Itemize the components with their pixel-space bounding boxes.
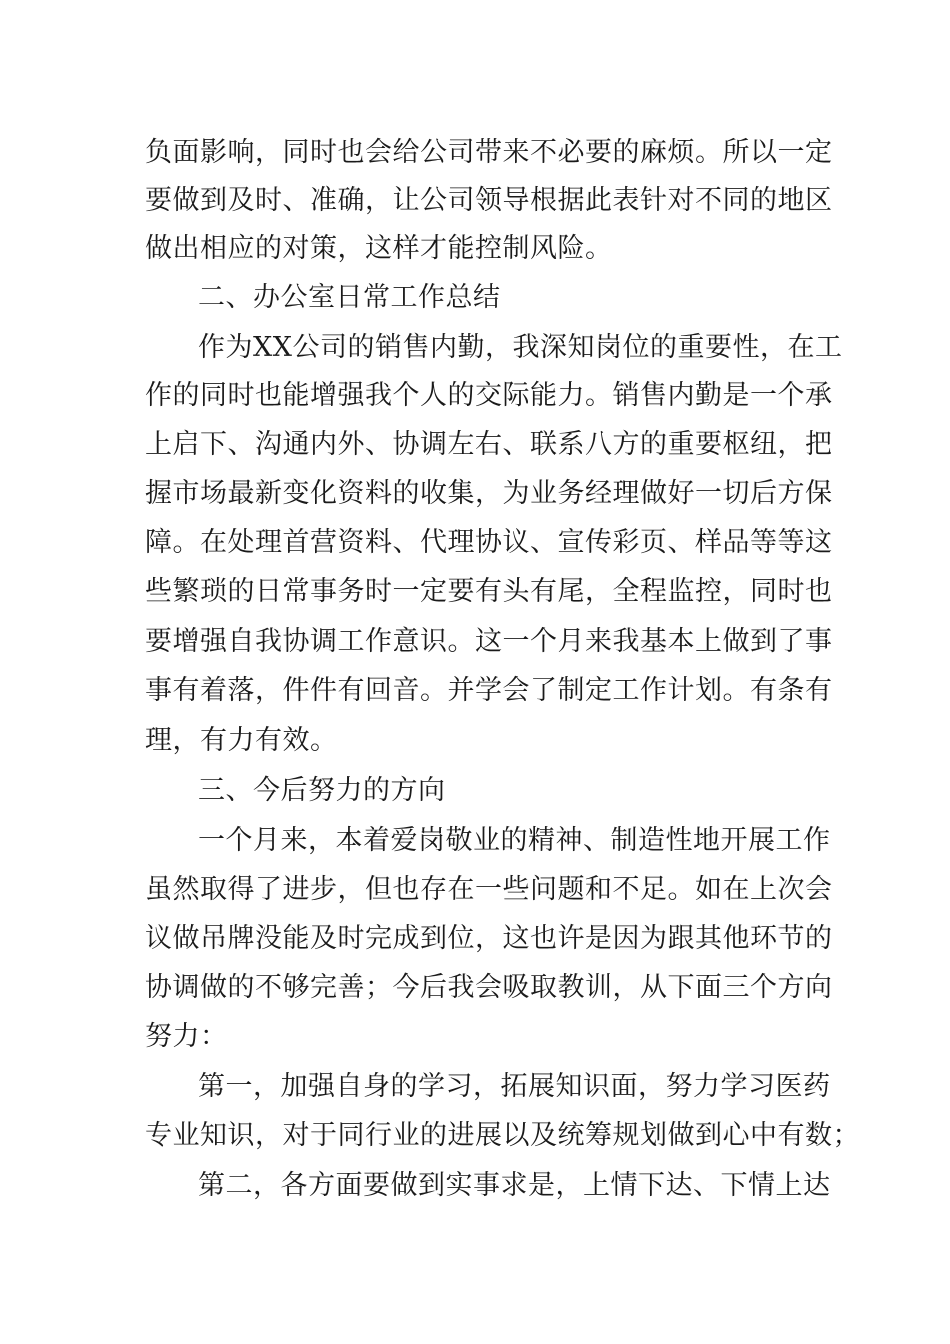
body-text-line: 一个月来，本着爱岗敬业的精神、制造性地开展工作 (198, 825, 831, 856)
body-text-line: 要增强自我协调工作意识。这一个月来我基本上做到了事 (145, 626, 833, 657)
section-heading: 二、办公室日常工作总结 (198, 282, 501, 313)
body-text-line: 障。在处理首营资料、代理协议、宣传彩页、样品等等这 (145, 527, 833, 558)
body-text-line: 作为XX公司的销售内勤，我深知岗位的重要性，在工 (198, 332, 843, 363)
section-heading: 三、今后努力的方向 (198, 775, 446, 806)
body-text-line: 专业知识，对于同行业的进展以及统筹规划做到心中有数； (145, 1120, 860, 1151)
body-text-line: 要做到及时、准确，让公司领导根据此表针对不同的地区 (145, 185, 833, 216)
body-text-line: 作的同时也能增强我个人的交际能力。销售内勤是一个承 (145, 380, 833, 411)
body-text-line: 第一，加强自身的学习，拓展知识面，努力学习医药 (198, 1071, 831, 1102)
body-text-line: 做出相应的对策，这样才能控制风险。 (145, 233, 613, 264)
body-text-line: 事有着落，件件有回音。并学会了制定工作计划。有条有 (145, 675, 833, 706)
body-text-line: 第二，各方面要做到实事求是，上情下达、下情上达 (198, 1170, 831, 1201)
body-text-line: 努力： (145, 1021, 228, 1052)
body-text-line: 虽然取得了进步，但也存在一些问题和不足。如在上次会 (145, 874, 833, 905)
body-text-line: 协调做的不够完善；今后我会吸取教训，从下面三个方向 (145, 972, 833, 1003)
body-text-line: 负面影响，同时也会给公司带来不必要的麻烦。所以一定 (145, 137, 833, 168)
body-text-line: 握市场最新变化资料的收集，为业务经理做好一切后方保 (145, 478, 833, 509)
body-text-line: 些繁琐的日常事务时一定要有头有尾，全程监控，同时也 (145, 576, 833, 607)
body-text-line: 理，有力有效。 (145, 725, 338, 756)
body-text-line: 上启下、沟通内外、协调左右、联系八方的重要枢纽，把 (145, 429, 833, 460)
body-text-line: 议做吊牌没能及时完成到位，这也许是因为跟其他环节的 (145, 923, 833, 954)
